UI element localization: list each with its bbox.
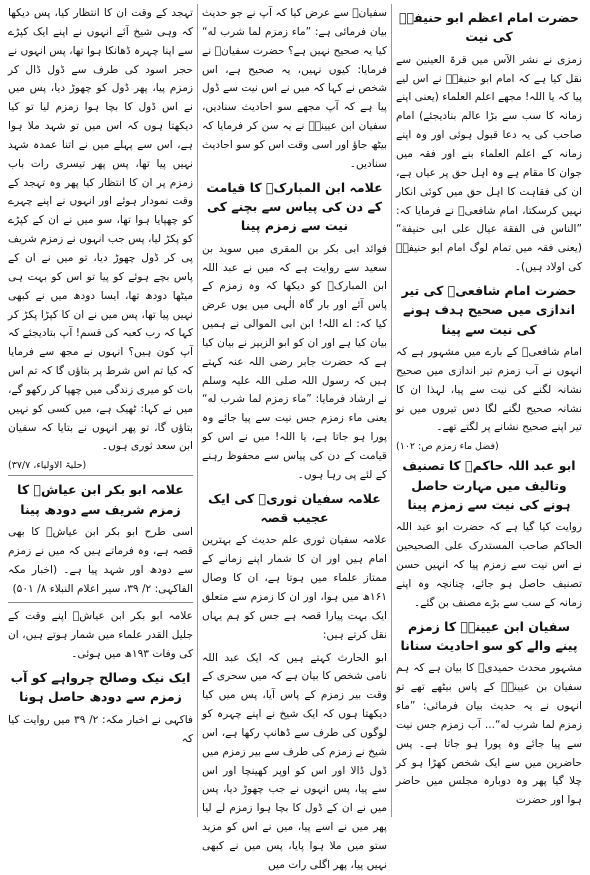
reference-note: (فضل ماء زمزم ص: ۱۰۲) bbox=[396, 441, 499, 453]
divider bbox=[8, 602, 193, 603]
reference-note: (حلیۃ الاولیاء، ۳۷/۷) bbox=[8, 460, 87, 472]
section-heading: ابو عبد اللہ حاکمؒ کا تصنیف وتالیف میں مہارت حاصل ہونے کی نیت سے زمزم پینا bbox=[402, 458, 576, 512]
paragraph: علامہ سفیان ثوری علم حدیث کے بہترین امام ہیں اور ان کا شمار اپنے زمانے کے ممتاز علماء میں ہوتا ہے، ان کا وصال ۱۶۱ھ میں ہوا، اور ان کا زمزم سے متعلق ایک بہت پیارا قصہ ہے جس کو ہم یہاں نقل کرتے ہیں: bbox=[202, 534, 387, 641]
text-column-1 bbox=[392, 4, 586, 817]
section-heading: علامہ ابن المبارکؒ کا قیامت کے دن کی پیاس سے بچنے کی نیت سے زمزم پینا bbox=[206, 179, 383, 234]
paragraph: ابو الحارث کہتے ہیں کہ ایک عبد اللہ نامی شخص کا بیان ہے کہ میں سحری کے وقت بیر زمزم کے پاس آیا، پس میں کیا دیکھتا ہوں کہ ایک شیخ نے اپنے چہرہ کو لوگوں کی طرف سے ڈھانپ رکھا ہے، اس شیخ نے زمزم کی طرف سے بیر زمزم میں ڈول ڈالا اور اس کو اوپر کھینچا اور اس سے پیا، پس انہوں نے جب چھوڑ دیا، پس میں نے ان کے ڈول کا بچا ہوا زمزم لے لیا پھر میں نے اسے پیا، میں نے اس کو مزید ستو میں ملا ہوا پایا، پس میں نے کبھی نہیں پیا، پھر اگلی رات میں bbox=[202, 651, 387, 871]
paragraph: روایت کیا گیا ہے کہ حضرت ابو عبد اللہ الحاکم صاحب المستدرک علی الصحیحین نے اس نیت سے زمزم پیا کہ انہیں حسن تصنیف حاصل ہو جائے، چنانچہ وہ اپنے زمانہ کے سب سے بڑے مصنف بن گئے۔ bbox=[396, 521, 582, 609]
divider bbox=[8, 475, 193, 476]
paragraph: فاکہی نے اخبار مکہ: ۲/ ۳۹ میں روایت کیا کہ bbox=[8, 713, 193, 745]
paragraph: علامہ ابو بکر ابن عیاشؒ اپنے وقت کے جلیل القدر علماء میں شمار ہوتے ہیں، ان کی وفات ۱۹۳ھ میں ہوئی۔ bbox=[8, 610, 193, 661]
page bbox=[4, 4, 586, 871]
paragraph: فوائد ابی بکر بن المقری میں سوید بن سعید سے روایت ہے کہ میں نے عبد اللہ ابن المبارکؒ کو دیکھا کہ وہ زمزم کے پاس آئے اور بار گاہ الٰہی میں یوں عرض کیا کہ: اے اللہ! ابن ابی الموالی نے ہمیں بیان کیا ہے اور ان کو ابو الزبیر نے بیان کیا ہے کہ حضرت جابر رضی اللہ عنہ کہتے ہیں کہ رسول اللہ صلی اللہ علیہ وسلم نے ارشاد فرمایا: ”ماء زمزم لما شرب له“ یعنی ماء زمزم جس نیت سے پیا جائے وہ پورا ہو جاتا ہے، یا اللہ! میں نے اس کو قیامت کے دن کی پیاس سے محفوظ رہنے کے لئے پی رہا ہوں۔ bbox=[202, 242, 387, 481]
paragraph: اسی طرح ابو بکر ابن عیاشؒ کا بھی قصہ ہے، وہ فرماتے ہیں کہ میں نے زمزم سے دودھ اور شہد پیا ہے۔ (اخبار مکہ الفاکہی: ۲/ ۳۹، سیر اعلام النبلاء ۸/ ۵۰۱) bbox=[8, 526, 193, 595]
section-heading: ایک نیک وصالح چرواہے کو آب زمزم سے دودھ حاصل ہونا bbox=[10, 669, 191, 705]
text-column-2 bbox=[198, 4, 392, 871]
section-heading: علامہ سفیان ثوریؒ کی ایک عجیب قصہ bbox=[208, 490, 381, 526]
paragraph: مشہور محدث حمیدیؒ کا بیان ہے کہ ہم سفیان بن عیینہؒ کے پاس بیٹھے تھے تو انہوں نے یہ حدیث بیان فرمائی: ”ماء زمزم لما شرب له“... آب زمزم جس نیت سے پیا جائے وہ پورا ہو جاتا ہے۔ پس حاضرین میں سے ایک شخص کھڑا ہو کر چلا گیا پھر وہ دوبارہ مجلس میں حاضر ہوا اور حضرت bbox=[396, 662, 582, 807]
paragraph: زمزی نے نشر الآس میں قرۃ العینین سے نقل کیا ہے کہ امام ابو حنیفہؒ نے اس لیے پیا کہ یا اللہ! مجھے اعلم العلماء (یعنی اپنے زمانہ کا سب سے بڑا عالم بنادیجئے) امام صاحب کی یہ دعا قبول ہوئی اور وہ اپنے زمانہ کے اعلم العلماء بنے اور فقہ میں جوان کا مقام ہے وہ اہل حق پر عیاں ہے، ان کی فقاہت کا اہل حق میں کوئی انکار نہیں کرسکتا، امام شافعیؒ نے فرمایا کہ: ”الناس فی الفقة عیال علی ابی حنیفة“ (یعنی فقہ میں تمام لوگ امام ابو حنیفہؒ کی اولاد ہیں)۔ bbox=[396, 53, 582, 274]
section-heading: علامہ ابو بکر ابن عیاشؒ کا زمزم شریف سے دودھ پینا bbox=[17, 482, 184, 517]
paragraph: امام شافعیؒ کے بارے میں مشہور ہے کہ انہوں نے آب زمزم تیر اندازی میں صحیح نشانہ لگنے کی نیت سے پیا، لہذا ان کا نشانہ صحیح لگنے لگا دس تیروں میں نو تیر اپنے صحیح نشانے پر لگتے تھے۔ bbox=[396, 346, 582, 434]
paragraph: تہجد کے وقت ان کا انتظار کیا، پس دیکھا کہ وہی شیخ آئے انہوں نے اپنے ایک کپڑے سے اپنا چہرہ ڈھانکا ہوا تھا، پس انہوں نے حجر اسود کی طرف سے ڈول ڈال کر زمزم پیا، پھر ڈول کو چھوڑ دیا، پس میں نے اس ڈول کا بچا ہوا زمزم لیا تو کیا دیکھتا ہوں کہ اس میں تو شہد ملا ہوا ہے، اس سے پہلے میں نے اتنا عمدہ شہد نہیں پیا تھا، پس پھر تیسری رات باب زمزم پر ان کا انتظار کیا پھر وہ تہجد کے وقت نمودار ہوئے اور انہوں نے اپنے چہرے کو چھپایا ہوا تھا، سو میں نے ان کے کپڑے کو پکڑ لیا، پس جب انہوں نے زمزم شریف پی کر ڈول چھوڑ دیا، تو میں نے ان کے پاس بچے ہوئے کو پیا تو اس کو بہت ہی میٹھا دودھ تھا، ایسا دودھ میں نے کبھی نہیں پیا تھا، پس میں نے ان کا کپڑا پکڑ کر کہا کہ رب کعبہ کی قسم! آپ بتادیجئے کہ آپ کون ہیں؟ انہوں نے مجھ سے فرمایا کہ کیا تم اس شرط پر بتاؤں گا کہ تم اس بات کو میری زندگی میں چھپا کر رکھو گے، میں نے کہا: ٹھیک ہے، میں کسی کو نہیں بتاؤں گا، تو پھر انہوں نے بتایا کہ سفیان ابن سعد ثوری ہوں۔ bbox=[8, 7, 193, 453]
paragraph: سفیانؒ سے عرض کیا کہ آپ نے جو حدیث بیان فرمائی ہے: ”ماء زمزم لما شرب له“ کیا یہ صحیح نہیں ہے؟ حضرت سفیانؒ نے فرمایا: کیوں نہیں، یہ صحیح ہے، اس شخص نے کہا کہ میں نے اس نیت سے ڈول پیا ہے کہ آپ مجھے سو احادیث سنادیں، سفیان ابن عیینہؒ نے یہ سن کر فرمایا کہ بیٹھ جاؤ اور اسی وقت اس کو سو احادیث سنادیں۔ bbox=[201, 7, 387, 170]
text-column-3 bbox=[4, 4, 198, 817]
section-heading: حضرت امام اعظم ابو حنیفہؒ کی نیت bbox=[399, 10, 579, 45]
section-heading: حضرت امام شافعیؒ کی تیر اندازی میں صحیح ہدف ہونے کی نیت سے پینا bbox=[401, 282, 577, 337]
section-heading: سفیان ابن عیینہؒ کا زمزم پینے والے کو سو احادیث سنانا bbox=[400, 618, 578, 653]
